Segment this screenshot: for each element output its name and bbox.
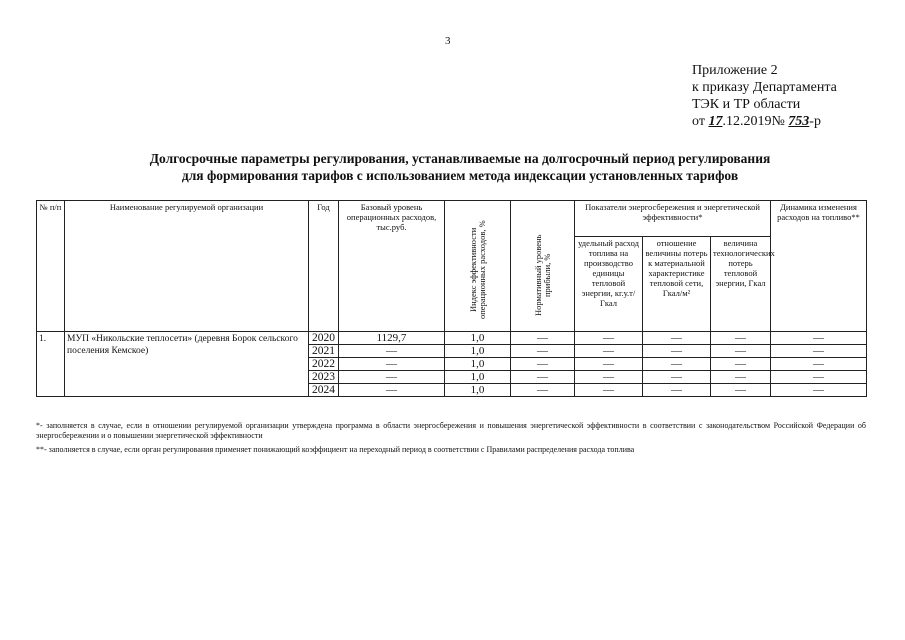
row-s2: —: [643, 332, 711, 345]
header-row-1: [37, 201, 867, 237]
header-index: Индекс эффективности операционных расходов, %: [467, 220, 487, 320]
page-number: 3: [445, 35, 451, 47]
row-s3: —: [711, 345, 771, 358]
org-name: МУП «Никольские теплосети» (деревня Борок сельского поселения Кемское): [65, 332, 309, 397]
header-profit: Нормативный уровень прибыли, %: [532, 234, 552, 316]
row-year: 2024: [309, 384, 339, 397]
appendix-block: [692, 62, 837, 130]
row-year: 2020: [309, 332, 339, 345]
header-sub-3: величина технологических потерь тепловой энергии, Гкал: [711, 237, 771, 332]
row-profit: —: [511, 332, 575, 345]
date-day-handwritten: 17: [708, 114, 723, 129]
header-num: № п/п: [37, 201, 65, 332]
row-profit: —: [511, 358, 575, 371]
date-rest: .12.2019№: [722, 114, 789, 129]
row-s2: —: [643, 371, 711, 384]
row-profit: —: [511, 345, 575, 358]
row-s3: —: [711, 384, 771, 397]
row-year: 2022: [309, 358, 339, 371]
date-prefix: от: [692, 114, 709, 129]
row-s2: —: [643, 358, 711, 371]
header-dynamics: Динамика изменения расходов на топливо**: [771, 201, 867, 332]
row-s1: —: [575, 384, 643, 397]
row-base: —: [339, 358, 445, 371]
order-number-handwritten: 753: [788, 114, 810, 129]
header-indicators: Показатели энергосбережения и энергетической эффективности*: [575, 201, 771, 237]
order-suffix: -р: [809, 114, 821, 129]
row-s1: —: [575, 345, 643, 358]
row-index: 1,0: [445, 358, 511, 371]
row-year: 2023: [309, 371, 339, 384]
row-s3: —: [711, 332, 771, 345]
header-name: Наименование регулируемой организации: [65, 201, 309, 332]
row-dyn: —: [771, 358, 867, 371]
row-s1: —: [575, 358, 643, 371]
row-s2: —: [643, 345, 711, 358]
footnote-1: *- заполняется в случае, если в отношении регулируемой организации утверждена программа в области энергосбережения и повышения энергетической эффективности в соответствии с законодательством Российской Федерации об энергосбережении и о повышении энергетической эффективности: [36, 421, 866, 440]
row-index: 1,0: [445, 345, 511, 358]
document-title: [60, 150, 860, 184]
row-s2: —: [643, 384, 711, 397]
title-line-2: для формирования тарифов с использованием метода индексации установленных тарифов: [181, 168, 739, 183]
appendix-line-2: к приказу Департамента: [692, 80, 837, 95]
row-base: 1129,7: [339, 332, 445, 345]
header-year: Год: [309, 201, 339, 332]
row-dyn: —: [771, 345, 867, 358]
row-s1: —: [575, 371, 643, 384]
row-s1: —: [575, 332, 643, 345]
row-dyn: —: [771, 371, 867, 384]
appendix-line-3: ТЭК и ТР области: [692, 97, 801, 112]
row-profit: —: [511, 384, 575, 397]
row-dyn: —: [771, 384, 867, 397]
parameters-table: [36, 200, 867, 397]
header-profit-cell: [511, 201, 575, 332]
appendix-line-1: Приложение 2: [692, 63, 778, 78]
table-row: [37, 332, 867, 345]
title-line-1: Долгосрочные параметры регулирования, устанавливаемые на долгосрочный период регулирования: [149, 151, 771, 166]
row-index: 1,0: [445, 332, 511, 345]
row-base: —: [339, 345, 445, 358]
footnote-2: **- заполняется в случае, если орган регулирования применяет понижающий коэффициент на переходный период в соответствии с Правилами распределения расхода топлива: [36, 445, 635, 454]
row-dyn: —: [771, 332, 867, 345]
header-sub-1: удельный расход топлива на производство единицы тепловой энергии, кг.у.т/Гкал: [575, 237, 643, 332]
row-index: 1,0: [445, 371, 511, 384]
row-index: 1,0: [445, 384, 511, 397]
appendix-date-line: [692, 113, 837, 130]
header-base: Базовый уровень операционных расходов, тыс.руб.: [339, 201, 445, 332]
row-s3: —: [711, 358, 771, 371]
header-index-cell: [445, 201, 511, 332]
row-s3: —: [711, 371, 771, 384]
org-number: 1.: [37, 332, 65, 397]
row-base: —: [339, 371, 445, 384]
header-sub-2: отношение величины потерь к материальной характеристике тепловой сети, Гкал/м²: [643, 237, 711, 332]
row-base: —: [339, 384, 445, 397]
row-year: 2021: [309, 345, 339, 358]
row-profit: —: [511, 371, 575, 384]
